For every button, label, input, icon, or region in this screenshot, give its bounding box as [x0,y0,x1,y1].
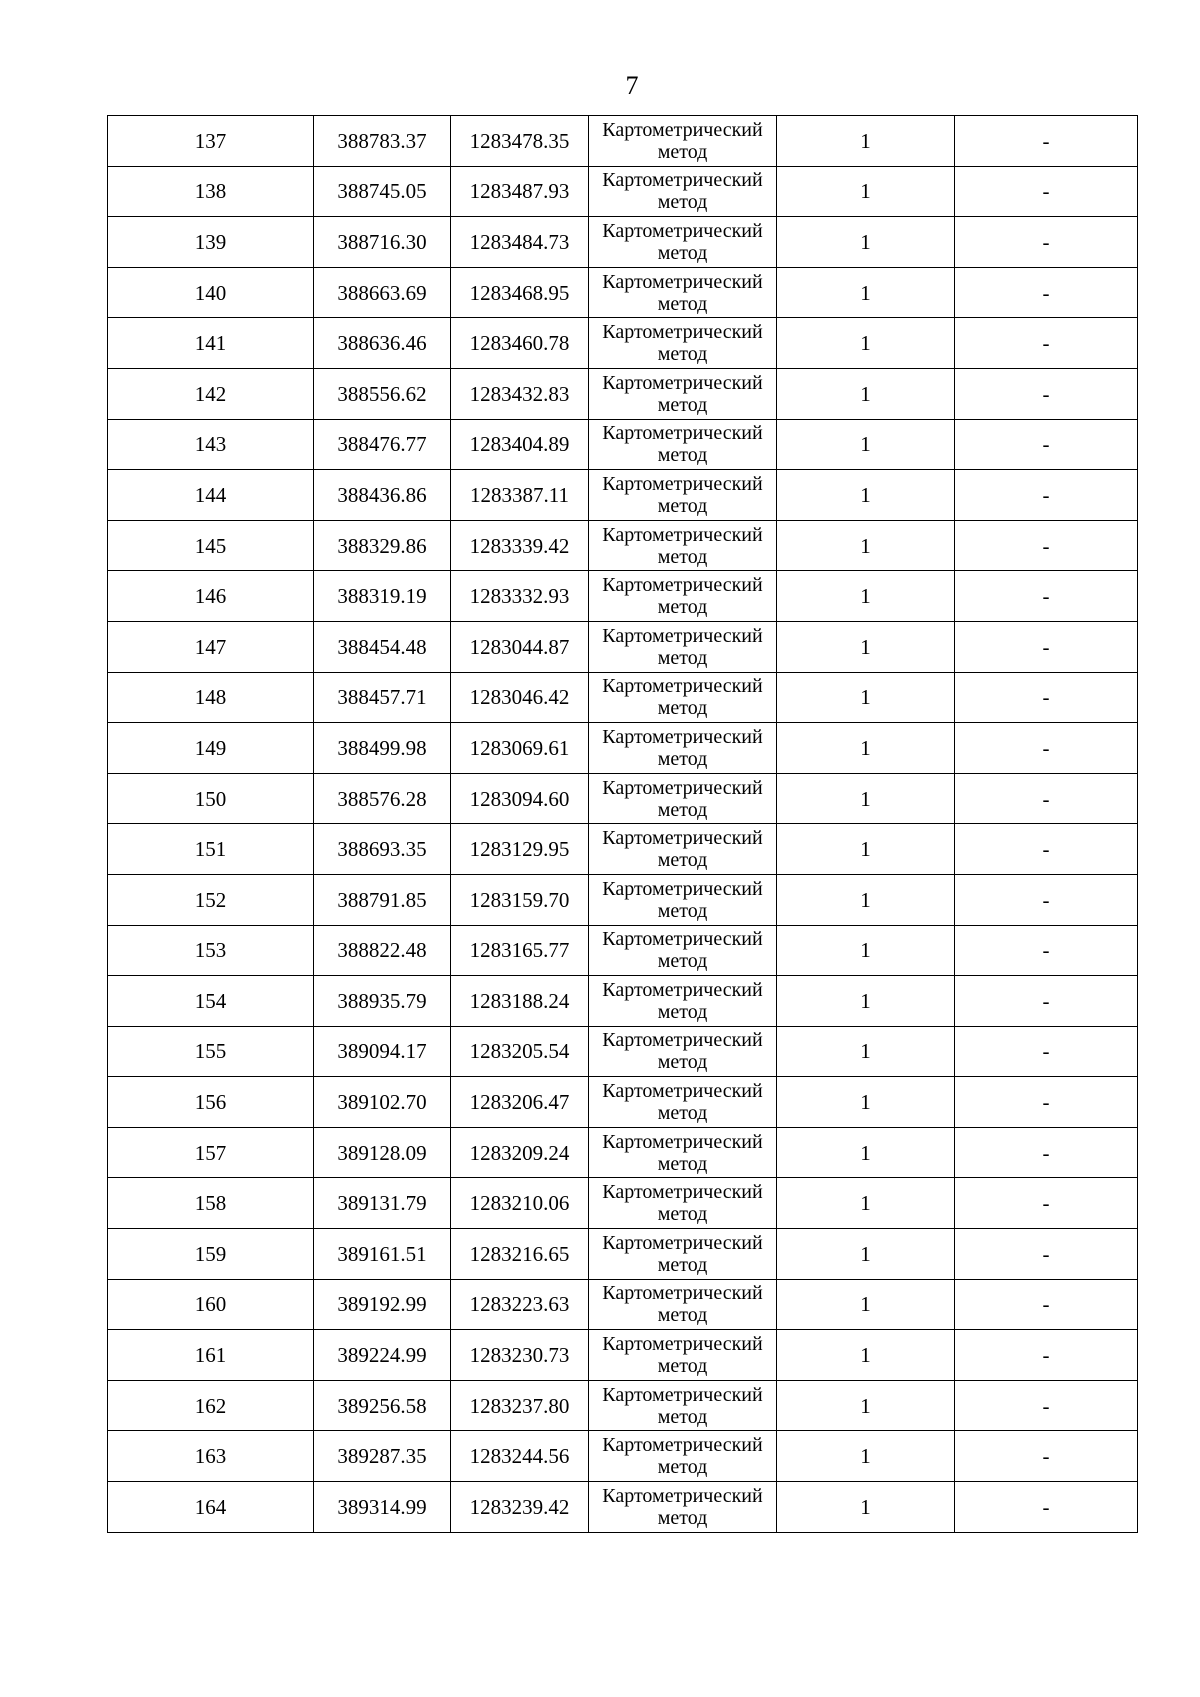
point-number-cell: 158 [108,1178,314,1229]
table-row [108,1229,1138,1280]
method-label-line1: Картометрический [602,1080,763,1103]
note-cell: - [955,571,1138,622]
method-label-line1: Картометрический [602,624,763,647]
method-label-line2: метод [657,545,708,568]
y-coordinate-cell: 1283165.77 [451,925,589,976]
point-number-cell: 148 [108,672,314,723]
method-cell [589,318,777,369]
note-cell: - [955,1330,1138,1381]
table-row [108,1178,1138,1229]
point-number-cell: 156 [108,1077,314,1128]
accuracy-cell: 1 [777,1127,955,1178]
table-row [108,318,1138,369]
x-coordinate-cell: 388822.48 [314,925,451,976]
accuracy-cell: 1 [777,419,955,470]
table-row [108,520,1138,571]
point-number-cell: 164 [108,1482,314,1533]
method-label-line1: Картометрический [602,1029,763,1052]
table-row [108,824,1138,875]
method-label-line2: метод [657,697,708,720]
x-coordinate-cell: 388663.69 [314,267,451,318]
point-number-cell: 141 [108,318,314,369]
y-coordinate-cell: 1283044.87 [451,621,589,672]
method-cell [589,368,777,419]
method-label-line1: Картометрический [602,523,763,546]
method-cell [589,1178,777,1229]
x-coordinate-cell: 388436.86 [314,470,451,521]
method-cell [589,824,777,875]
y-coordinate-cell: 1283230.73 [451,1330,589,1381]
method-label-line2: метод [657,596,708,619]
method-label-line1: Картометрический [602,574,763,597]
accuracy-cell: 1 [777,571,955,622]
point-number-cell: 137 [108,116,314,167]
method-label-line2: метод [657,1304,708,1327]
method-cell [589,1026,777,1077]
table-row [108,773,1138,824]
x-coordinate-cell: 388329.86 [314,520,451,571]
note-cell: - [955,1229,1138,1280]
note-cell: - [955,773,1138,824]
method-label-line2: метод [657,1152,708,1175]
accuracy-cell: 1 [777,672,955,723]
point-number-cell: 143 [108,419,314,470]
method-cell [589,1482,777,1533]
accuracy-cell: 1 [777,874,955,925]
method-label-line2: метод [657,241,708,264]
method-label-line1: Картометрический [602,422,763,445]
point-number-cell: 150 [108,773,314,824]
accuracy-cell: 1 [777,1482,955,1533]
accuracy-cell: 1 [777,1330,955,1381]
y-coordinate-cell: 1283094.60 [451,773,589,824]
page-number: 7 [625,71,639,100]
accuracy-cell: 1 [777,1229,955,1280]
y-coordinate-cell: 1283244.56 [451,1431,589,1482]
accuracy-cell: 1 [777,116,955,167]
accuracy-cell: 1 [777,520,955,571]
note-cell: - [955,824,1138,875]
method-label-line2: метод [657,1355,708,1378]
x-coordinate-cell: 389131.79 [314,1178,451,1229]
y-coordinate-cell: 1283332.93 [451,571,589,622]
method-cell [589,267,777,318]
table-row [108,1077,1138,1128]
method-label-line1: Картометрический [602,776,763,799]
method-label-line1: Картометрический [602,321,763,344]
method-label-line1: Картометрический [602,1181,763,1204]
x-coordinate-cell: 388556.62 [314,368,451,419]
method-cell [589,1330,777,1381]
y-coordinate-cell: 1283205.54 [451,1026,589,1077]
table-row [108,976,1138,1027]
method-cell [589,672,777,723]
x-coordinate-cell: 389256.58 [314,1380,451,1431]
y-coordinate-cell: 1283129.95 [451,824,589,875]
method-label-line2: метод [657,1000,708,1023]
method-label-line1: Картометрический [602,169,763,192]
table-row [108,267,1138,318]
note-cell: - [955,672,1138,723]
method-label-line1: Картометрический [602,1484,763,1507]
x-coordinate-cell: 389287.35 [314,1431,451,1482]
point-number-cell: 138 [108,166,314,217]
point-number-cell: 146 [108,571,314,622]
y-coordinate-cell: 1283237.80 [451,1380,589,1431]
table-body [108,116,1138,1533]
accuracy-cell: 1 [777,723,955,774]
method-label-line1: Картометрический [602,827,763,850]
note-cell: - [955,1026,1138,1077]
method-label-line1: Картометрический [602,270,763,293]
y-coordinate-cell: 1283209.24 [451,1127,589,1178]
method-label-line2: метод [657,494,708,517]
note-cell: - [955,1431,1138,1482]
point-number-cell: 160 [108,1279,314,1330]
method-cell [589,1077,777,1128]
method-label-line1: Картометрический [602,1333,763,1356]
method-label-line2: метод [657,747,708,770]
table-row [108,621,1138,672]
x-coordinate-cell: 388693.35 [314,824,451,875]
method-label-line2: метод [657,849,708,872]
x-coordinate-cell: 388319.19 [314,571,451,622]
method-label-line1: Картометрический [602,1231,763,1254]
point-number-cell: 152 [108,874,314,925]
table-row [108,1330,1138,1381]
method-cell [589,419,777,470]
x-coordinate-cell: 389161.51 [314,1229,451,1280]
method-label-line2: метод [657,798,708,821]
accuracy-cell: 1 [777,1431,955,1482]
y-coordinate-cell: 1283468.95 [451,267,589,318]
accuracy-cell: 1 [777,773,955,824]
method-label-line2: метод [657,1506,708,1529]
note-cell: - [955,1380,1138,1431]
method-cell [589,773,777,824]
point-number-cell: 149 [108,723,314,774]
y-coordinate-cell: 1283387.11 [451,470,589,521]
accuracy-cell: 1 [777,925,955,976]
table-row [108,1482,1138,1533]
table-row [108,1431,1138,1482]
point-number-cell: 153 [108,925,314,976]
method-cell [589,925,777,976]
note-cell: - [955,1482,1138,1533]
note-cell: - [955,166,1138,217]
y-coordinate-cell: 1283223.63 [451,1279,589,1330]
method-label-line2: метод [657,393,708,416]
method-label-line1: Картометрический [602,371,763,394]
table-row [108,116,1138,167]
method-label-line2: метод [657,191,708,214]
note-cell: - [955,621,1138,672]
method-label-line2: метод [657,343,708,366]
accuracy-cell: 1 [777,470,955,521]
note-cell: - [955,1178,1138,1229]
note-cell: - [955,267,1138,318]
point-number-cell: 147 [108,621,314,672]
table-row [108,1127,1138,1178]
x-coordinate-cell: 389314.99 [314,1482,451,1533]
method-label-line2: метод [657,1253,708,1276]
x-coordinate-cell: 388716.30 [314,217,451,268]
x-coordinate-cell: 388499.98 [314,723,451,774]
y-coordinate-cell: 1283487.93 [451,166,589,217]
method-label-line2: метод [657,444,708,467]
note-cell: - [955,723,1138,774]
method-label-line1: Картометрический [602,1130,763,1153]
method-label-line2: метод [657,1405,708,1428]
note-cell: - [955,116,1138,167]
accuracy-cell: 1 [777,267,955,318]
table-row [108,1279,1138,1330]
method-label-line1: Картометрический [602,725,763,748]
x-coordinate-cell: 388476.77 [314,419,451,470]
y-coordinate-cell: 1283239.42 [451,1482,589,1533]
method-label-line2: метод [657,292,708,315]
y-coordinate-cell: 1283484.73 [451,217,589,268]
accuracy-cell: 1 [777,318,955,369]
method-cell [589,1380,777,1431]
table-row [108,672,1138,723]
accuracy-cell: 1 [777,1077,955,1128]
method-cell [589,217,777,268]
y-coordinate-cell: 1283046.42 [451,672,589,723]
accuracy-cell: 1 [777,368,955,419]
method-cell [589,976,777,1027]
y-coordinate-cell: 1283216.65 [451,1229,589,1280]
method-label-line2: метод [657,899,708,922]
point-number-cell: 162 [108,1380,314,1431]
note-cell: - [955,520,1138,571]
accuracy-cell: 1 [777,1026,955,1077]
y-coordinate-cell: 1283188.24 [451,976,589,1027]
x-coordinate-cell: 388935.79 [314,976,451,1027]
point-number-cell: 163 [108,1431,314,1482]
method-cell [589,1229,777,1280]
accuracy-cell: 1 [777,217,955,268]
table-row [108,571,1138,622]
x-coordinate-cell: 389224.99 [314,1330,451,1381]
table-row [108,166,1138,217]
x-coordinate-cell: 388783.37 [314,116,451,167]
y-coordinate-cell: 1283339.42 [451,520,589,571]
y-coordinate-cell: 1283069.61 [451,723,589,774]
note-cell: - [955,470,1138,521]
method-label-line1: Картометрический [602,219,763,242]
coordinates-table [107,115,1138,1533]
accuracy-cell: 1 [777,976,955,1027]
note-cell: - [955,419,1138,470]
y-coordinate-cell: 1283460.78 [451,318,589,369]
method-cell [589,723,777,774]
point-number-cell: 159 [108,1229,314,1280]
point-number-cell: 145 [108,520,314,571]
method-label-line2: метод [657,140,708,163]
method-cell [589,571,777,622]
method-label-line2: метод [657,1203,708,1226]
x-coordinate-cell: 388791.85 [314,874,451,925]
method-cell [589,1431,777,1482]
accuracy-cell: 1 [777,166,955,217]
method-cell [589,166,777,217]
table-row [108,217,1138,268]
y-coordinate-cell: 1283159.70 [451,874,589,925]
x-coordinate-cell: 388636.46 [314,318,451,369]
method-cell [589,621,777,672]
accuracy-cell: 1 [777,1178,955,1229]
point-number-cell: 155 [108,1026,314,1077]
method-label-line1: Картометрический [602,877,763,900]
x-coordinate-cell: 389192.99 [314,1279,451,1330]
method-cell [589,1127,777,1178]
note-cell: - [955,318,1138,369]
y-coordinate-cell: 1283206.47 [451,1077,589,1128]
point-number-cell: 157 [108,1127,314,1178]
y-coordinate-cell: 1283478.35 [451,116,589,167]
note-cell: - [955,925,1138,976]
method-cell [589,470,777,521]
accuracy-cell: 1 [777,1279,955,1330]
method-cell [589,520,777,571]
point-number-cell: 151 [108,824,314,875]
method-label-line2: метод [657,646,708,669]
note-cell: - [955,368,1138,419]
x-coordinate-cell: 388745.05 [314,166,451,217]
note-cell: - [955,1279,1138,1330]
note-cell: - [955,976,1138,1027]
method-label-line1: Картометрический [602,675,763,698]
y-coordinate-cell: 1283432.83 [451,368,589,419]
point-number-cell: 139 [108,217,314,268]
y-coordinate-cell: 1283210.06 [451,1178,589,1229]
y-coordinate-cell: 1283404.89 [451,419,589,470]
method-label-line2: метод [657,950,708,973]
x-coordinate-cell: 389102.70 [314,1077,451,1128]
accuracy-cell: 1 [777,1380,955,1431]
point-number-cell: 154 [108,976,314,1027]
point-number-cell: 144 [108,470,314,521]
method-label-line1: Картометрический [602,928,763,951]
method-label-line2: метод [657,1051,708,1074]
table-row [108,419,1138,470]
method-cell [589,1279,777,1330]
method-label-line2: метод [657,1102,708,1125]
method-label-line1: Картометрический [602,1383,763,1406]
point-number-cell: 140 [108,267,314,318]
note-cell: - [955,1077,1138,1128]
method-cell [589,874,777,925]
method-label-line1: Картометрический [602,472,763,495]
method-label-line1: Картометрический [602,118,763,141]
table-row [108,723,1138,774]
table-row [108,1380,1138,1431]
table-row [108,368,1138,419]
x-coordinate-cell: 389094.17 [314,1026,451,1077]
table-row [108,874,1138,925]
x-coordinate-cell: 388576.28 [314,773,451,824]
accuracy-cell: 1 [777,824,955,875]
table-row [108,470,1138,521]
table-row [108,1026,1138,1077]
note-cell: - [955,874,1138,925]
x-coordinate-cell: 388457.71 [314,672,451,723]
x-coordinate-cell: 389128.09 [314,1127,451,1178]
note-cell: - [955,1127,1138,1178]
method-label-line2: метод [657,1456,708,1479]
table-row [108,925,1138,976]
point-number-cell: 142 [108,368,314,419]
method-label-line1: Картометрический [602,1282,763,1305]
note-cell: - [955,217,1138,268]
accuracy-cell: 1 [777,621,955,672]
method-label-line1: Картометрический [602,978,763,1001]
method-cell [589,116,777,167]
x-coordinate-cell: 388454.48 [314,621,451,672]
method-label-line1: Картометрический [602,1434,763,1457]
point-number-cell: 161 [108,1330,314,1381]
